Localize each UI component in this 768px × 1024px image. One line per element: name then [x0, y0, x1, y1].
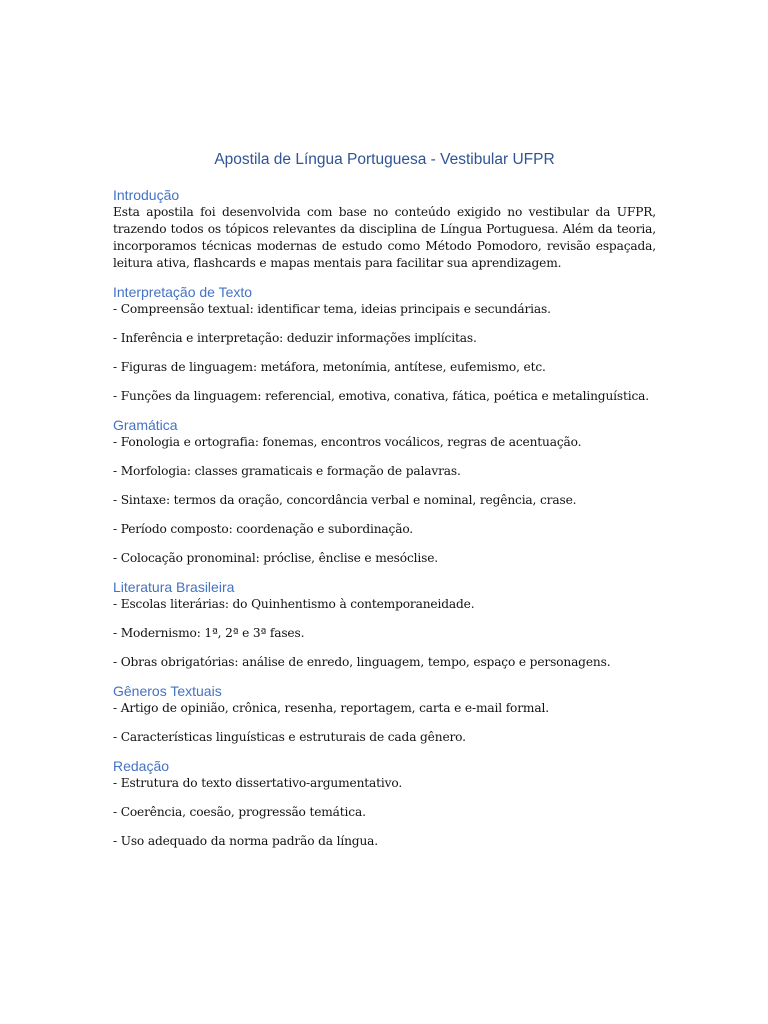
- list-item: - Figuras de linguagem: metáfora, metonímia, antítese, eufemismo, etc.: [113, 360, 546, 374]
- document-title: Apostila de Língua Portuguesa - Vestibular UFPR: [214, 151, 555, 168]
- list-item: - Fonologia e ortografia: fonemas, encontros vocálicos, regras de acentuação.: [113, 435, 582, 449]
- section-gramatica: [113, 417, 656, 567]
- section-heading: Gramática: [113, 417, 178, 433]
- section-introducao: [113, 187, 656, 272]
- list-item: - Características linguísticas e estruturais de cada gênero.: [113, 730, 466, 744]
- list-item: - Colocação pronominal: próclise, ênclise e mesóclise.: [113, 551, 439, 565]
- section-heading: Redação: [113, 758, 170, 774]
- list-item: - Uso adequado da norma padrão da língua.: [113, 834, 378, 848]
- list-item: - Escolas literárias: do Quinhentismo à contemporaneidade.: [113, 597, 475, 611]
- list-item: - Funções da linguagem: referencial, emotiva, conativa, fática, poética e metalinguística.: [113, 389, 650, 403]
- list-item: - Sintaxe: termos da oração, concordância verbal e nominal, regência, crase.: [113, 493, 577, 507]
- intro-paragraph: Esta apostila foi desenvolvida com base no conteúdo exigido no vestibular da UFPR, trazendo todos os tópicos relevantes da disciplina de Língua Portuguesa. Além da teoria, incorporamos técnicas modernas de estudo como Método Pomodoro, revisão espaçada, leitura ativa, flashcards e mapas mentais para facilitar sua aprendizagem.: [113, 205, 656, 270]
- section-generos: [113, 683, 656, 746]
- list-item: - Período composto: coordenação e subordinação.: [113, 522, 414, 536]
- list-item: - Inferência e interpretação: deduzir informações implícitas.: [113, 331, 477, 345]
- list-item: - Modernismo: 1ª, 2ª e 3ª fases.: [113, 626, 305, 640]
- section-heading: Interpretação de Texto: [113, 284, 253, 300]
- list-item: - Obras obrigatórias: análise de enredo, linguagem, tempo, espaço e personagens.: [113, 655, 611, 669]
- section-literatura: [113, 579, 656, 671]
- section-heading: Literatura Brasileira: [113, 579, 235, 595]
- list-item: - Morfologia: classes gramaticais e formação de palavras.: [113, 464, 461, 478]
- document-page: [113, 150, 656, 850]
- section-interpretacao: [113, 284, 656, 405]
- section-redacao: [113, 758, 656, 850]
- section-heading: Gêneros Textuais: [113, 683, 222, 699]
- section-heading: Introdução: [113, 187, 180, 203]
- list-item: - Coerência, coesão, progressão temática.: [113, 805, 366, 819]
- list-item: - Artigo de opinião, crônica, resenha, reportagem, carta e e-mail formal.: [113, 701, 549, 715]
- list-item: - Compreensão textual: identificar tema, ideias principais e secundárias.: [113, 302, 551, 316]
- list-item: - Estrutura do texto dissertativo-argumentativo.: [113, 776, 403, 790]
